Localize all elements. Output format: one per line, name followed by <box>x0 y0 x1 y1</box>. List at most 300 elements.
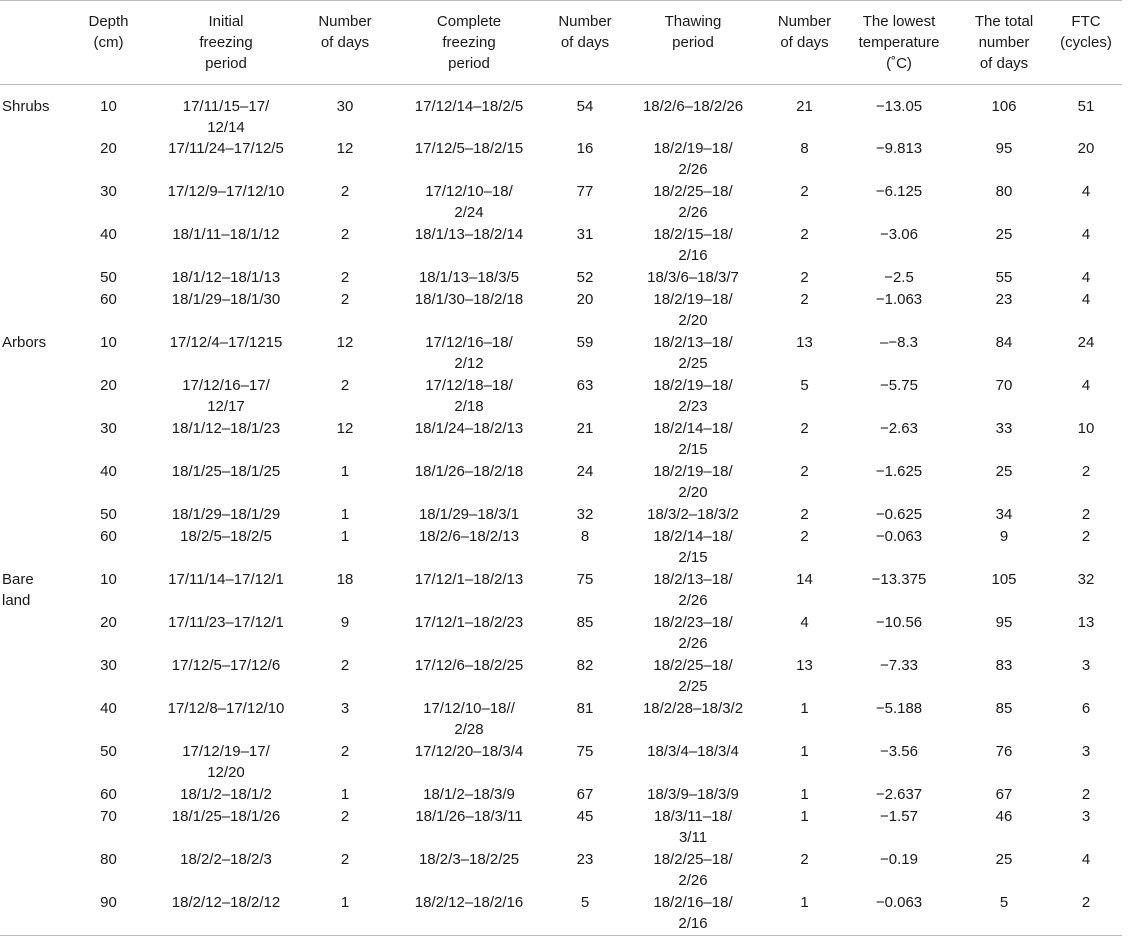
table-cell <box>70 267 147 289</box>
header-row <box>0 1 1122 85</box>
cell-line: 17/12/6–18/2/25 <box>414 657 524 674</box>
table-cell <box>617 418 769 461</box>
cell-line: 13 <box>1077 614 1095 631</box>
table-cell <box>840 892 958 935</box>
cell-line: 9 <box>999 528 1009 545</box>
cell-line: −6.125 <box>875 183 923 200</box>
cell-line: 8 <box>580 528 590 545</box>
column-header <box>553 1 617 85</box>
cell-line: 2 <box>340 183 350 200</box>
column-header <box>769 1 840 85</box>
table-cell <box>70 892 147 935</box>
table-cell <box>769 806 840 849</box>
cell-line: 18/1/29–18/1/29 <box>171 506 281 523</box>
table-cell <box>958 224 1050 267</box>
cell-line: 17/11/23–17/12/1 <box>168 614 284 631</box>
cell-line: 18/2/23–18/ <box>653 614 733 631</box>
cell-line: 54 <box>576 98 594 115</box>
table-cell <box>769 138 840 181</box>
cell-line: 2 <box>800 506 809 523</box>
table-row <box>0 569 1122 612</box>
cell-line: 18/2/19–18/ <box>653 463 733 480</box>
column-header <box>70 1 147 85</box>
table-cell <box>1050 784 1122 806</box>
cell-line: 2/26 <box>678 204 708 221</box>
cell-line: 17/12/4–17/1215 <box>169 334 283 351</box>
table-cell <box>553 267 617 289</box>
cell-line: 18/2/19–18/ <box>653 291 733 308</box>
cell-line: 50 <box>100 743 117 760</box>
cell-line: −2.63 <box>880 420 918 437</box>
cell-line: 3/11 <box>678 829 708 846</box>
group-label <box>0 375 70 418</box>
table-cell <box>1050 332 1122 375</box>
cell-line: 18/2/14–18/ <box>653 528 733 545</box>
cell-line: 20 <box>100 614 117 631</box>
column-header <box>617 1 769 85</box>
cell-line: 50 <box>100 506 117 523</box>
table-cell <box>958 267 1050 289</box>
table-cell <box>553 849 617 892</box>
cell-line: 20 <box>100 377 117 394</box>
cell-line: 23 <box>576 851 594 868</box>
cell-line: 18 <box>336 571 354 588</box>
table-cell <box>385 655 553 698</box>
table-cell <box>147 892 305 935</box>
column-header-line: Depth <box>88 13 129 30</box>
cell-line: 2 <box>1081 506 1091 523</box>
table-cell <box>385 741 553 784</box>
column-header-line: (cycles) <box>1060 34 1112 51</box>
table-cell <box>958 375 1050 418</box>
table-cell <box>70 85 147 139</box>
table-cell <box>385 569 553 612</box>
table-cell <box>617 526 769 569</box>
table-cell <box>958 461 1050 504</box>
cell-line: 2 <box>1081 463 1091 480</box>
table-cell <box>147 418 305 461</box>
table-cell <box>769 181 840 224</box>
table-cell <box>1050 655 1122 698</box>
cell-line: 18/1/29–18/3/1 <box>418 506 520 523</box>
cell-line: 85 <box>995 700 1013 717</box>
cell-line: 18/3/9–18/3/9 <box>647 786 739 803</box>
table-cell <box>958 504 1050 526</box>
group-label <box>0 892 70 935</box>
cell-line: 18/2/25–18/ <box>653 183 733 200</box>
table-cell <box>840 526 958 569</box>
column-header-line: (˚C) <box>886 55 912 72</box>
cell-line: 2/12 <box>454 355 484 372</box>
table-cell <box>70 655 147 698</box>
table-cell <box>617 655 769 698</box>
cell-line: 2/15 <box>678 441 708 458</box>
column-header-line: (cm) <box>93 34 124 51</box>
column-header-line: Complete <box>436 13 502 30</box>
cell-line: 4 <box>1081 291 1091 308</box>
cell-line: 2 <box>800 420 809 437</box>
cell-line: 4 <box>800 614 809 631</box>
cell-line: 18/2/6–18/2/26 <box>642 98 744 115</box>
cell-line: 30 <box>100 420 117 437</box>
table-cell <box>840 655 958 698</box>
cell-line: 76 <box>995 743 1013 760</box>
cell-line: 5 <box>999 894 1009 911</box>
table-cell <box>305 267 385 289</box>
table-cell <box>958 892 1050 935</box>
cell-line: 18/3/6–18/3/7 <box>647 269 739 286</box>
cell-line: 18/1/25–18/1/25 <box>171 463 281 480</box>
table-cell <box>553 181 617 224</box>
cell-line: 82 <box>576 657 594 674</box>
table-cell <box>147 181 305 224</box>
table-cell <box>70 461 147 504</box>
cell-line: 1 <box>340 506 350 523</box>
table-cell <box>385 892 553 935</box>
cell-line: 2/20 <box>678 484 708 501</box>
table-row <box>0 181 1122 224</box>
table-cell <box>840 224 958 267</box>
table-cell <box>840 784 958 806</box>
column-header-line: Thawing <box>664 13 722 30</box>
cell-line: 25 <box>995 463 1013 480</box>
cell-line: 55 <box>995 269 1013 286</box>
cell-line: −13.375 <box>871 571 927 588</box>
table-header <box>0 1 1122 85</box>
table-cell <box>385 784 553 806</box>
cell-line: 24 <box>1077 334 1095 351</box>
column-header-line: of days <box>979 55 1029 72</box>
table-row <box>0 741 1122 784</box>
group-label <box>0 849 70 892</box>
cell-line: 4 <box>1081 183 1091 200</box>
table-cell <box>958 569 1050 612</box>
group-label <box>0 418 70 461</box>
table-cell <box>1050 289 1122 332</box>
column-header-line: of days <box>780 34 829 51</box>
cell-line: 83 <box>995 657 1013 674</box>
cell-line: 4 <box>1081 269 1091 286</box>
table-cell <box>553 461 617 504</box>
table-cell <box>769 655 840 698</box>
table-cell <box>617 849 769 892</box>
cell-line: 18/2/13–18/ <box>653 571 733 588</box>
table-cell <box>840 504 958 526</box>
cell-line: 46 <box>995 808 1013 825</box>
cell-line: 25 <box>995 226 1013 243</box>
table-cell <box>305 85 385 139</box>
cell-line: 16 <box>576 140 594 157</box>
table-cell <box>1050 267 1122 289</box>
cell-line: 17/12/19–17/ <box>182 743 270 760</box>
cell-line: 4 <box>1081 377 1091 394</box>
cell-line: 80 <box>100 851 117 868</box>
cell-line: 24 <box>576 463 594 480</box>
cell-line: 2 <box>800 183 809 200</box>
column-header <box>958 1 1050 85</box>
cell-line: 2/26 <box>678 161 708 178</box>
table-cell <box>840 741 958 784</box>
table-cell <box>553 569 617 612</box>
cell-line: 18/2/13–18/ <box>653 334 733 351</box>
cell-line: 81 <box>576 700 594 717</box>
table-row <box>0 698 1122 741</box>
cell-line: 6 <box>1081 700 1091 717</box>
cell-line: 10 <box>100 571 117 588</box>
cell-line: 18/1/26–18/3/11 <box>415 808 523 825</box>
table-cell <box>70 138 147 181</box>
cell-line: 18/2/25–18/ <box>653 657 733 674</box>
table-cell <box>305 569 385 612</box>
cell-line: 40 <box>100 700 117 717</box>
table-row <box>0 461 1122 504</box>
cell-line: 17/11/15–17/ <box>182 98 270 115</box>
table-cell <box>553 138 617 181</box>
table-row <box>0 784 1122 806</box>
cell-line: 18/1/26–18/2/18 <box>414 463 524 480</box>
table-cell <box>958 332 1050 375</box>
cell-line: 18/2/12–18/2/16 <box>414 894 524 911</box>
table-cell <box>553 85 617 139</box>
table-cell <box>385 138 553 181</box>
cell-line: 18/2/15–18/ <box>653 226 733 243</box>
cell-line: 12/14 <box>207 119 245 136</box>
table-cell <box>617 806 769 849</box>
table-cell <box>305 289 385 332</box>
cell-line: 13 <box>796 657 813 674</box>
table-cell <box>385 375 553 418</box>
table-row <box>0 332 1122 375</box>
table-cell <box>840 181 958 224</box>
table-cell <box>840 612 958 655</box>
cell-line: 17/11/24–17/12/5 <box>168 140 284 157</box>
group-label <box>0 289 70 332</box>
cell-line: 31 <box>576 226 594 243</box>
cell-line: 8 <box>800 140 809 157</box>
table-cell <box>617 181 769 224</box>
table-cell <box>769 224 840 267</box>
cell-line: 60 <box>100 786 117 803</box>
column-header-line: period <box>205 55 247 72</box>
table-cell <box>958 418 1050 461</box>
table-cell <box>617 784 769 806</box>
cell-line: 2/23 <box>678 398 708 415</box>
cell-line: −2.5 <box>884 269 914 286</box>
group-label <box>0 698 70 741</box>
table-cell <box>958 655 1050 698</box>
table-cell <box>769 849 840 892</box>
table-cell <box>769 612 840 655</box>
table-cell <box>385 289 553 332</box>
table-cell <box>617 569 769 612</box>
table-cell <box>617 85 769 139</box>
cell-line: 67 <box>576 786 594 803</box>
cell-line: 18/1/13–18/3/5 <box>418 269 520 286</box>
column-header-line: of days <box>320 34 370 51</box>
cell-line: 12 <box>336 420 354 437</box>
cell-line: 2 <box>800 291 809 308</box>
cell-line: −10.56 <box>875 614 923 631</box>
table-cell <box>617 612 769 655</box>
table-cell <box>769 332 840 375</box>
table-cell <box>840 418 958 461</box>
cell-line: 17/12/20–18/3/4 <box>414 743 524 760</box>
table-cell <box>769 569 840 612</box>
table-cell <box>147 85 305 139</box>
table-cell <box>147 526 305 569</box>
cell-line: −1.57 <box>880 808 918 825</box>
cell-line: Shrubs <box>2 98 50 115</box>
cell-line: 2/26 <box>678 872 708 889</box>
cell-line: 60 <box>100 291 117 308</box>
table-cell <box>147 806 305 849</box>
table-cell <box>147 461 305 504</box>
table-cell <box>840 849 958 892</box>
table-cell <box>147 741 305 784</box>
cell-line: 75 <box>576 571 594 588</box>
group-label <box>0 224 70 267</box>
cell-line: 17/12/8–17/12/10 <box>167 700 285 717</box>
cell-line: −2.637 <box>875 786 923 803</box>
table-cell <box>617 289 769 332</box>
group-label <box>0 138 70 181</box>
table-cell <box>70 849 147 892</box>
group-label <box>0 181 70 224</box>
table-cell <box>305 892 385 935</box>
table-cell <box>1050 741 1122 784</box>
table-cell <box>769 85 840 139</box>
cell-line: 17/12/5–18/2/15 <box>414 140 524 157</box>
cell-line: 17/12/18–18/ <box>425 377 513 394</box>
cell-line: 18/2/25–18/ <box>653 851 733 868</box>
table-cell <box>769 741 840 784</box>
table-row <box>0 526 1122 569</box>
cell-line: 18/1/11–18/1/12 <box>172 226 280 243</box>
cell-line: 18/1/2–18/3/9 <box>423 786 515 803</box>
table-cell <box>70 526 147 569</box>
table-cell <box>840 267 958 289</box>
table-cell <box>617 224 769 267</box>
column-header-line: FTC <box>1071 13 1101 30</box>
table-cell <box>305 138 385 181</box>
table-cell <box>769 375 840 418</box>
table-cell <box>840 85 958 139</box>
table-cell <box>70 224 147 267</box>
cell-line: 17/12/9–17/12/10 <box>167 183 285 200</box>
cell-line: −0.063 <box>875 528 923 545</box>
table-cell <box>617 892 769 935</box>
cell-line: 18/2/12–18/2/12 <box>171 894 281 911</box>
table-cell <box>385 612 553 655</box>
cell-line: 2/25 <box>678 678 708 695</box>
table-cell <box>553 741 617 784</box>
table-row <box>0 849 1122 892</box>
cell-line: 2 <box>800 851 809 868</box>
cell-line: 18/2/16–18/ <box>653 894 733 911</box>
cell-line: 17/12/16–18/ <box>425 334 513 351</box>
table-cell <box>385 418 553 461</box>
group-label <box>0 526 70 569</box>
cell-line: 18/2/2–18/2/3 <box>180 851 272 868</box>
table-cell <box>385 332 553 375</box>
table-row <box>0 892 1122 935</box>
cell-line: −13.05 <box>875 98 923 115</box>
cell-line: 2 <box>340 743 350 760</box>
cell-line: 1 <box>800 700 809 717</box>
group-label <box>0 612 70 655</box>
cell-line: −3.56 <box>880 743 918 760</box>
table-cell <box>1050 569 1122 612</box>
cell-line: 30 <box>100 657 117 674</box>
cell-line: 9 <box>340 614 350 631</box>
cell-line: −1.625 <box>875 463 923 480</box>
table-cell <box>840 569 958 612</box>
cell-line: 17/12/14–18/2/5 <box>414 98 524 115</box>
cell-line: 18/1/29–18/1/30 <box>171 291 281 308</box>
column-header <box>305 1 385 85</box>
cell-line: 2 <box>800 463 809 480</box>
table-cell <box>385 85 553 139</box>
cell-line: 30 <box>100 183 117 200</box>
table-cell <box>147 698 305 741</box>
table-cell <box>385 267 553 289</box>
cell-line: 17/12/1–18/2/13 <box>414 571 524 588</box>
table-cell <box>147 849 305 892</box>
table-cell <box>305 849 385 892</box>
table-cell <box>385 698 553 741</box>
cell-line: 1 <box>340 463 350 480</box>
table-cell <box>553 375 617 418</box>
cell-line: 75 <box>576 743 594 760</box>
table-cell <box>1050 806 1122 849</box>
table-cell <box>1050 698 1122 741</box>
table-cell <box>553 526 617 569</box>
cell-line: 20 <box>100 140 117 157</box>
cell-line: 2/28 <box>454 721 484 738</box>
column-header <box>147 1 305 85</box>
table-cell <box>305 181 385 224</box>
table-cell <box>840 461 958 504</box>
cell-line: 21 <box>576 420 594 437</box>
table-cell <box>305 461 385 504</box>
cell-line: 2/26 <box>678 635 708 652</box>
table-cell <box>617 267 769 289</box>
table-cell <box>617 741 769 784</box>
cell-line: 2 <box>800 528 809 545</box>
table-cell <box>840 806 958 849</box>
cell-line: 3 <box>1081 743 1091 760</box>
table-cell <box>1050 418 1122 461</box>
cell-line: 45 <box>576 808 594 825</box>
table-row <box>0 138 1122 181</box>
cell-line: 2/16 <box>678 247 708 264</box>
cell-line: 1 <box>340 528 350 545</box>
cell-line: 32 <box>576 506 594 523</box>
cell-line: 77 <box>576 183 594 200</box>
table-cell <box>769 784 840 806</box>
cell-line: −0.19 <box>880 851 918 868</box>
table-cell <box>769 698 840 741</box>
table-cell <box>617 461 769 504</box>
table-cell <box>70 612 147 655</box>
cell-line: −0.063 <box>875 894 923 911</box>
table-cell <box>840 332 958 375</box>
table-cell <box>385 504 553 526</box>
table-cell <box>147 289 305 332</box>
column-header-line: freezing <box>442 34 496 51</box>
table-row <box>0 655 1122 698</box>
cell-line: 59 <box>576 334 594 351</box>
